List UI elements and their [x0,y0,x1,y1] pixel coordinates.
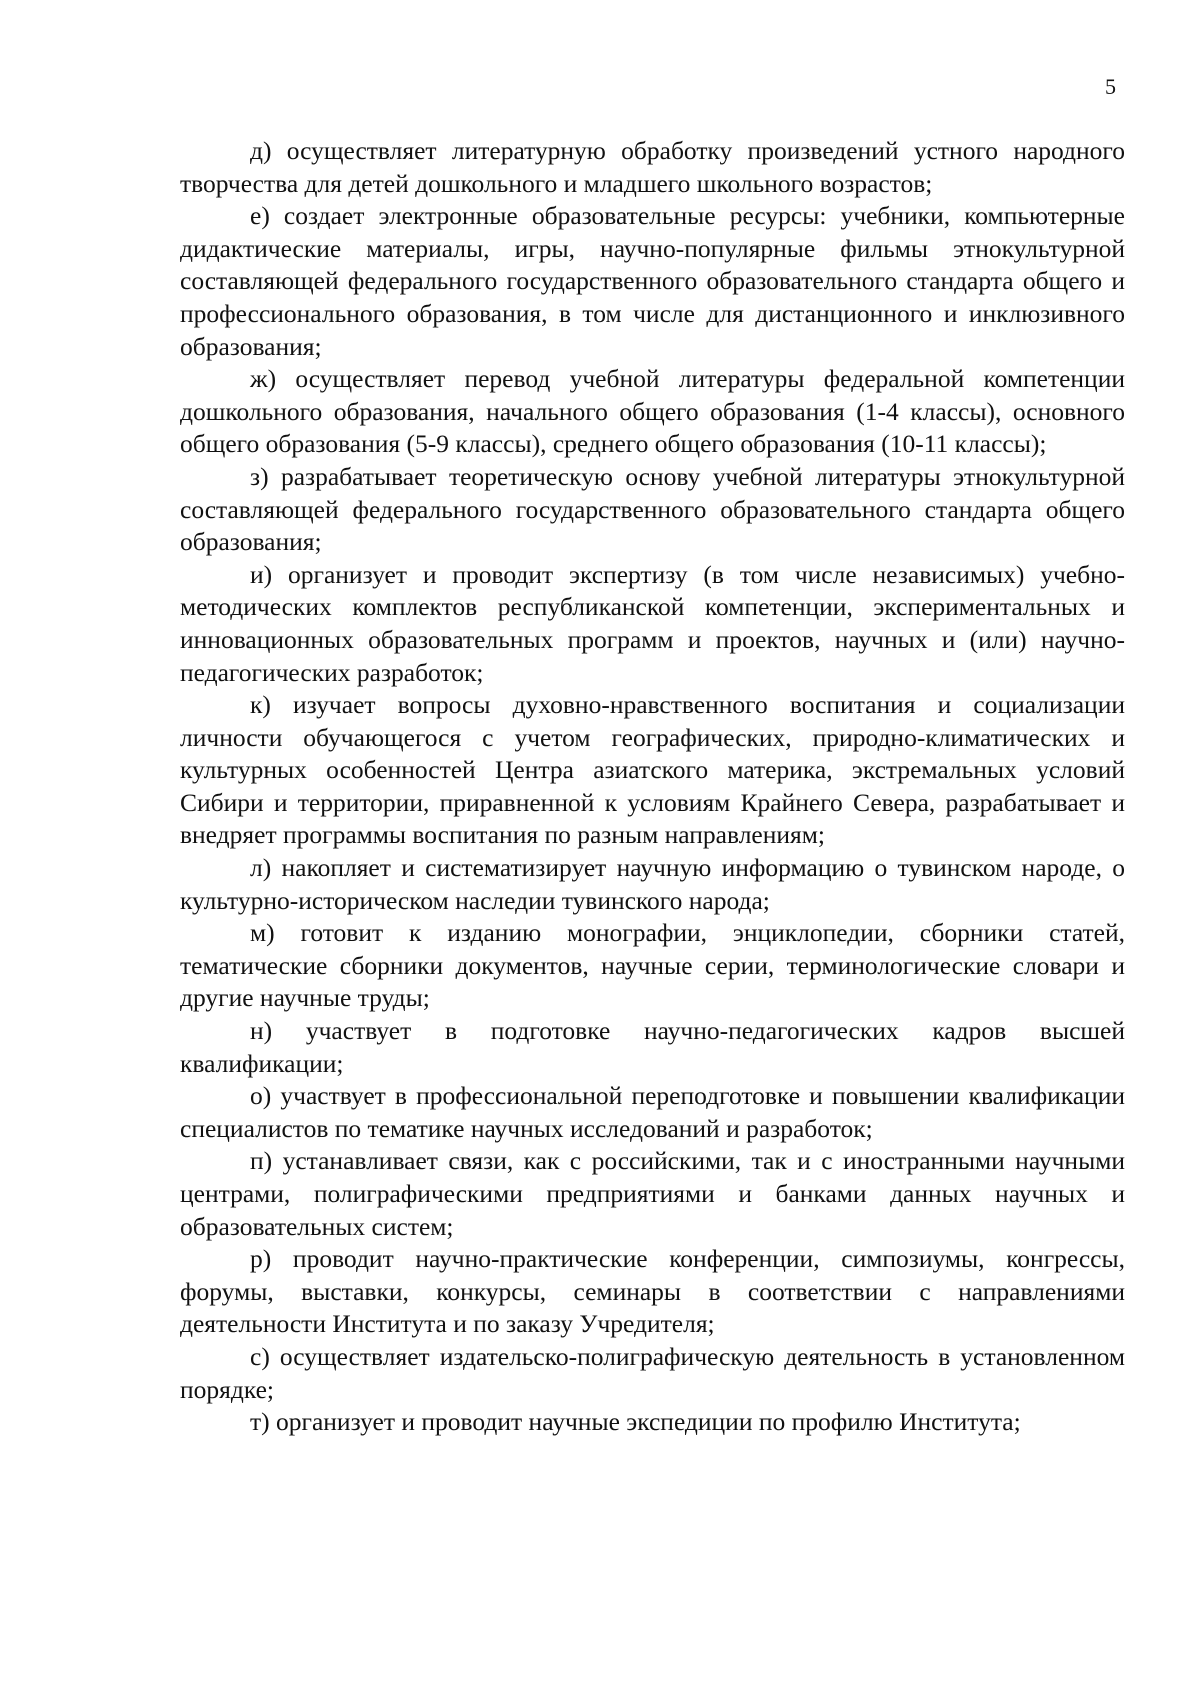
paragraph-t: т) организует и проводит научные экспедиции по профилю Института; [250,1407,1021,1437]
page-number: 5 [1105,74,1116,99]
paragraph-d: д) осуществляет литературную обработку произведений устного народного творчества для детей дошкольного и младшего школьного возрастов; [180,136,1125,198]
paragraph-z: з) разрабатывает теоретическую основу учебной литературы этнокультурной составляющей федерального государственного образовательного стандарта общего образования; [180,461,1125,557]
paragraph-k: к) изучает вопросы духовно-нравственного воспитания и социализации личности обучающегося с учетом географических, природно-климатических и культурных особенностей Центра азиатского материка, экстремальных условий Сибири и территории, приравненной к условиям Крайнего Севера, разрабатывает и внедряет программы воспитания по разным направлениям; [180,690,1125,850]
document-body [180,135,1125,1439]
paragraph-n: н) участвует в подготовке научно-педагогических кадров высшей квалификации; [180,1016,1125,1078]
paragraph-e: е) создает электронные образовательные ресурсы: учебники, компьютерные дидактические материалы, игры, научно-популярные фильмы этнокультурной составляющей федерального государственного образовательного стандарта общего и профессионального образования, в том числе для дистанционного и инклюзивного образования; [180,201,1125,361]
paragraph-s: с) осуществляет издательско-полиграфическую деятельность в установленном порядке; [180,1341,1125,1404]
paragraph-r: р) проводит научно-практические конференции, симпозиумы, конгрессы, форумы, выставки, конкурсы, семинары в соответствии с направлениями деятельности Института и по заказу Учредителя; [180,1244,1125,1339]
paragraph-o: о) участвует в профессиональной переподготовке и повышении квалификации специалистов по тематике научных исследований и разработок; [180,1081,1125,1143]
paragraph-m: м) готовит к изданию монографии, энциклопедии, сборники статей, тематические сборники документов, научные серии, терминологические словари и другие научные труды; [180,918,1125,1013]
paragraph-l: л) накопляет и систематизирует научную информацию о тувинском народе, о культурно-историческом наследии тувинского народа; [180,853,1125,915]
paragraph-zh: ж) осуществляет перевод учебной литературы федеральной компетенции дошкольного образования, начального общего образования (1-4 классы), основного общего образования (5-9 классы), среднего общего образования (10-11 классы); [180,364,1125,459]
paragraph-p: п) устанавливает связи, как с российскими, так и с иностранными научными центрами, полиграфическими предприятиями и банками данных научных и образовательных систем; [180,1146,1125,1241]
paragraph-i: и) организует и проводит экспертизу (в том числе независимых) учебно-методических комплектов республиканской компетенции, экспериментальных и инновационных образовательных программ и проектов, научных и (или) научно-педагогических разработок; [180,559,1125,687]
